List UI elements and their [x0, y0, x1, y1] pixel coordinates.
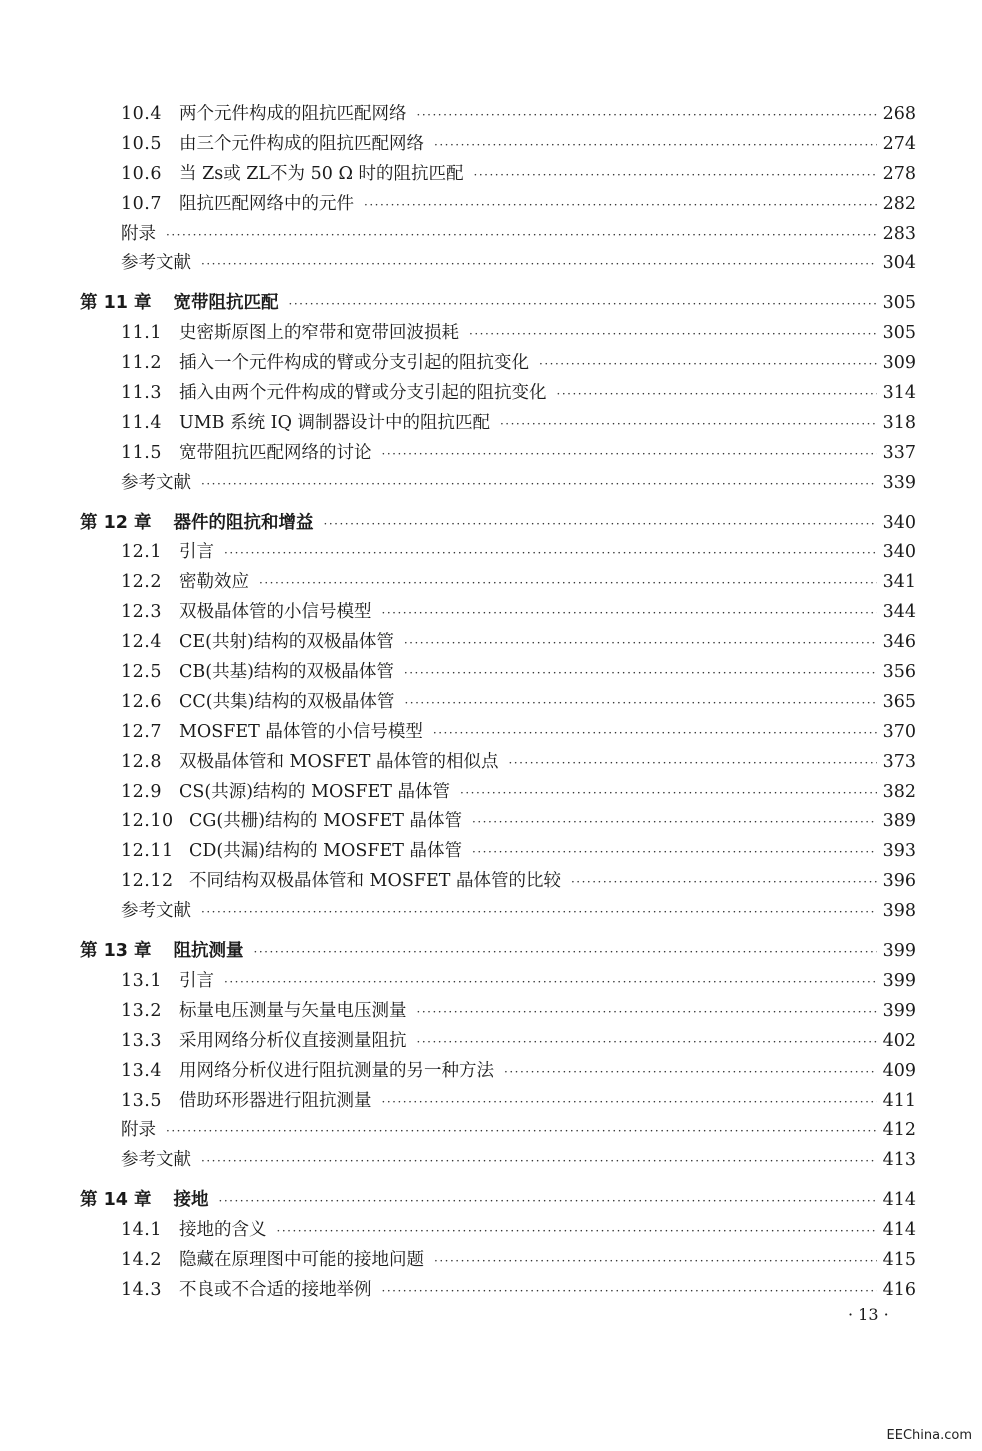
section-title: CG(共栅)结构的 MOSFET 晶体管	[189, 811, 462, 832]
page-ref: 399	[882, 941, 916, 962]
toc-section-entry	[80, 379, 916, 409]
toc-section-entry	[80, 349, 916, 379]
section-number: 14.2	[121, 1249, 162, 1270]
page-ref: 305	[882, 293, 916, 314]
watermark: EEChina.com	[886, 1428, 972, 1443]
section-title: 当 Zs或 ZL不为 50 Ω 时的阻抗匹配	[179, 163, 464, 184]
toc-chapter-entry	[80, 937, 916, 967]
toc-section-entry	[80, 1116, 916, 1146]
section-title: 阻抗匹配网络中的元件	[179, 193, 354, 214]
toc-section-entry	[80, 1246, 916, 1276]
chapter-title: 阻抗测量	[173, 941, 244, 962]
page-ref: 314	[882, 383, 916, 404]
section-number: 14.3	[121, 1279, 162, 1300]
leader-dots	[324, 510, 877, 540]
section-title: 不良或不合适的接地举例	[179, 1279, 372, 1300]
page-number: · 13 ·	[848, 1305, 889, 1324]
leader-dots	[404, 689, 876, 719]
section-number: 11.3	[121, 383, 162, 404]
page-ref: 409	[882, 1060, 916, 1081]
leader-dots	[404, 659, 877, 689]
section-number: 12.1	[121, 542, 162, 563]
section-title: 参考文献	[121, 1150, 191, 1171]
toc-section-entry	[80, 100, 916, 130]
section-number: 12.12	[121, 871, 174, 892]
leader-dots	[219, 1187, 877, 1217]
chapter-title: 宽带阻抗匹配	[173, 293, 279, 314]
toc-section-entry	[80, 1146, 916, 1176]
section-title: 参考文献	[121, 253, 191, 274]
leader-dots	[201, 1147, 877, 1177]
table-of-contents	[80, 100, 916, 1306]
leader-dots	[434, 1247, 877, 1277]
page-ref: 340	[882, 542, 916, 563]
section-title: 附录	[121, 223, 156, 244]
section-title: 接地的含义	[179, 1220, 267, 1241]
section-number: 11.1	[121, 323, 162, 344]
leader-dots	[508, 749, 876, 779]
leader-dots	[289, 290, 877, 320]
page-ref: 305	[882, 323, 916, 344]
leader-dots	[539, 350, 877, 380]
section-number: 13.1	[121, 970, 162, 991]
page-ref: 402	[882, 1030, 916, 1051]
chapter-number: 第 11 章	[80, 293, 152, 314]
section-number: 10.5	[121, 133, 162, 154]
section-title: CE(共射)结构的双极晶体管	[179, 632, 394, 653]
toc-section-entry	[80, 568, 916, 598]
section-number: 12.11	[121, 841, 174, 862]
leader-dots	[433, 719, 877, 749]
section-title: 标量电压测量与矢量电压测量	[179, 1000, 407, 1021]
section-title: 插入由两个元件构成的臂或分支引起的阻抗变化	[179, 383, 547, 404]
leader-dots	[201, 470, 877, 500]
section-number: 12.7	[121, 721, 162, 742]
page-ref: 339	[882, 472, 916, 493]
leader-dots	[571, 868, 877, 898]
section-title: MOSFET 晶体管的小信号模型	[179, 721, 423, 742]
toc-section-entry	[80, 748, 916, 778]
page-ref: 278	[882, 163, 916, 184]
toc-section-entry	[80, 688, 916, 718]
leader-dots	[166, 221, 877, 251]
toc-section-entry	[80, 718, 916, 748]
page-ref: 412	[882, 1120, 916, 1141]
toc-chapter-entry	[80, 289, 916, 319]
page-ref: 414	[882, 1220, 916, 1241]
leader-dots	[259, 569, 877, 599]
section-title: 双极晶体管的小信号模型	[179, 602, 372, 623]
leader-dots	[417, 998, 877, 1028]
section-title: 借助环形器进行阻抗测量	[179, 1090, 372, 1111]
toc-section-entry	[80, 658, 916, 688]
section-title: 双极晶体管和 MOSFET 晶体管的相似点	[179, 751, 499, 772]
section-title: 用网络分析仪进行阻抗测量的另一种方法	[179, 1060, 494, 1081]
toc-section-entry	[80, 249, 916, 279]
leader-dots	[382, 599, 877, 629]
toc-section-entry	[80, 897, 916, 927]
chapter-title: 接地	[173, 1190, 209, 1211]
page-ref: 399	[882, 970, 916, 991]
section-number: 13.2	[121, 1000, 162, 1021]
section-number: 10.4	[121, 104, 162, 124]
page-ref: 274	[882, 133, 916, 154]
section-title: 隐藏在原理图中可能的接地问题	[179, 1249, 424, 1270]
toc-section-entry	[80, 220, 916, 250]
toc-section-entry	[80, 598, 916, 628]
toc-section-entry	[80, 807, 916, 837]
section-title: 参考文献	[121, 901, 191, 922]
leader-dots	[254, 938, 877, 968]
section-number: 12.5	[121, 662, 162, 683]
leader-dots	[382, 440, 877, 470]
section-title: 参考文献	[121, 472, 191, 493]
page-ref: 414	[882, 1190, 916, 1211]
toc-section-entry	[80, 967, 916, 997]
leader-dots	[224, 539, 877, 569]
section-number: 12.2	[121, 572, 162, 593]
section-title: 宽带阻抗匹配网络的讨论	[179, 442, 372, 463]
toc-chapter-entry	[80, 509, 916, 539]
page-ref: 411	[882, 1090, 916, 1111]
page-ref: 373	[882, 751, 916, 772]
section-number: 12.4	[121, 632, 162, 653]
page-ref: 413	[882, 1150, 916, 1171]
leader-dots	[500, 410, 877, 440]
toc-section-entry	[80, 628, 916, 658]
toc-section-entry	[80, 1027, 916, 1057]
section-title: CC(共集)结构的双极晶体管	[179, 691, 395, 712]
leader-dots	[434, 131, 877, 161]
toc-section-entry	[80, 1057, 916, 1087]
leader-dots	[504, 1058, 877, 1088]
toc-section-entry	[80, 439, 916, 469]
page-ref: 309	[882, 353, 916, 374]
toc-section-entry	[80, 190, 916, 220]
section-title: 引言	[179, 970, 214, 991]
section-number: 13.5	[121, 1090, 162, 1111]
toc-section-entry	[80, 1276, 916, 1306]
section-title: 采用网络分析仪直接测量阻抗	[179, 1030, 407, 1051]
page-ref: 283	[882, 223, 916, 244]
section-title: 附录	[121, 1120, 156, 1141]
toc-section-entry	[80, 319, 916, 349]
toc-section-entry	[80, 160, 916, 190]
page-ref: 304	[882, 253, 916, 274]
page-ref: 341	[882, 572, 916, 593]
section-title: CB(共基)结构的双极晶体管	[179, 662, 394, 683]
page-ref: 416	[882, 1279, 916, 1300]
toc-section-entry	[80, 409, 916, 439]
section-number: 10.6	[121, 163, 162, 184]
leader-dots	[277, 1217, 877, 1247]
page-ref: 389	[882, 811, 916, 832]
toc-section-entry	[80, 1216, 916, 1246]
toc-section-entry	[80, 867, 916, 897]
chapter-number: 第 13 章	[80, 941, 152, 962]
page-ref: 370	[882, 721, 916, 742]
leader-dots	[472, 838, 877, 868]
section-title: CD(共漏)结构的 MOSFET 晶体管	[189, 841, 463, 862]
section-number: 11.4	[121, 412, 162, 433]
page-ref: 399	[882, 1000, 916, 1021]
leader-dots	[472, 808, 877, 838]
page-ref: 382	[882, 781, 916, 802]
section-title: 两个元件构成的阻抗匹配网络	[179, 104, 407, 124]
section-title: CS(共源)结构的 MOSFET 晶体管	[179, 781, 451, 802]
section-title: 史密斯原图上的窄带和宽带回波损耗	[179, 323, 459, 344]
leader-dots	[364, 191, 877, 221]
page-ref: 344	[882, 602, 916, 623]
leader-dots	[166, 1117, 877, 1147]
toc-section-entry	[80, 1087, 916, 1117]
leader-dots	[201, 898, 877, 928]
page-ref: 282	[882, 193, 916, 214]
toc-section-entry	[80, 130, 916, 160]
section-number: 10.7	[121, 193, 162, 214]
section-title: 插入一个元件构成的臂或分支引起的阻抗变化	[179, 353, 529, 374]
page-ref: 393	[882, 841, 916, 862]
section-title: 密勒效应	[179, 572, 249, 593]
section-number: 13.4	[121, 1060, 162, 1081]
toc-section-entry	[80, 837, 916, 867]
leader-dots	[474, 161, 877, 191]
section-number: 12.3	[121, 602, 162, 623]
section-title: UMB 系统 IQ 调制器设计中的阻抗匹配	[179, 412, 490, 433]
leader-dots	[382, 1277, 877, 1307]
page-ref: 356	[882, 662, 916, 683]
leader-dots	[404, 629, 877, 659]
section-number: 12.9	[121, 781, 162, 802]
toc-section-entry	[80, 538, 916, 568]
page-ref: 415	[882, 1249, 916, 1270]
page-ref: 346	[882, 632, 916, 653]
page-ref: 318	[882, 412, 916, 433]
page-ref: 340	[882, 512, 916, 533]
leader-dots	[382, 1088, 877, 1118]
section-number: 11.5	[121, 442, 162, 463]
leader-dots	[224, 968, 877, 998]
section-number: 12.6	[121, 691, 162, 712]
leader-dots	[417, 101, 877, 131]
leader-dots	[201, 250, 877, 280]
page-ref: 398	[882, 901, 916, 922]
section-number: 14.1	[121, 1220, 162, 1241]
chapter-title: 器件的阻抗和增益	[173, 512, 314, 533]
section-title: 由三个元件构成的阻抗匹配网络	[179, 133, 424, 154]
page-ref: 396	[882, 871, 916, 892]
section-number: 11.2	[121, 353, 162, 374]
section-title: 不同结构双极晶体管和 MOSFET 晶体管的比较	[189, 871, 561, 892]
page-ref: 365	[882, 691, 916, 712]
toc-chapter-entry	[80, 1186, 916, 1216]
leader-dots	[460, 779, 877, 809]
page-ref: 268	[882, 104, 916, 124]
section-number: 12.8	[121, 751, 162, 772]
page-ref: 337	[882, 442, 916, 463]
chapter-number: 第 14 章	[80, 1190, 152, 1211]
leader-dots	[417, 1028, 877, 1058]
section-title: 引言	[179, 542, 214, 563]
leader-dots	[557, 380, 877, 410]
section-number: 13.3	[121, 1030, 162, 1051]
toc-section-entry	[80, 997, 916, 1027]
toc-section-entry	[80, 469, 916, 499]
section-number: 12.10	[121, 811, 174, 832]
toc-section-entry	[80, 778, 916, 808]
chapter-number: 第 12 章	[80, 512, 152, 533]
leader-dots	[469, 320, 877, 350]
